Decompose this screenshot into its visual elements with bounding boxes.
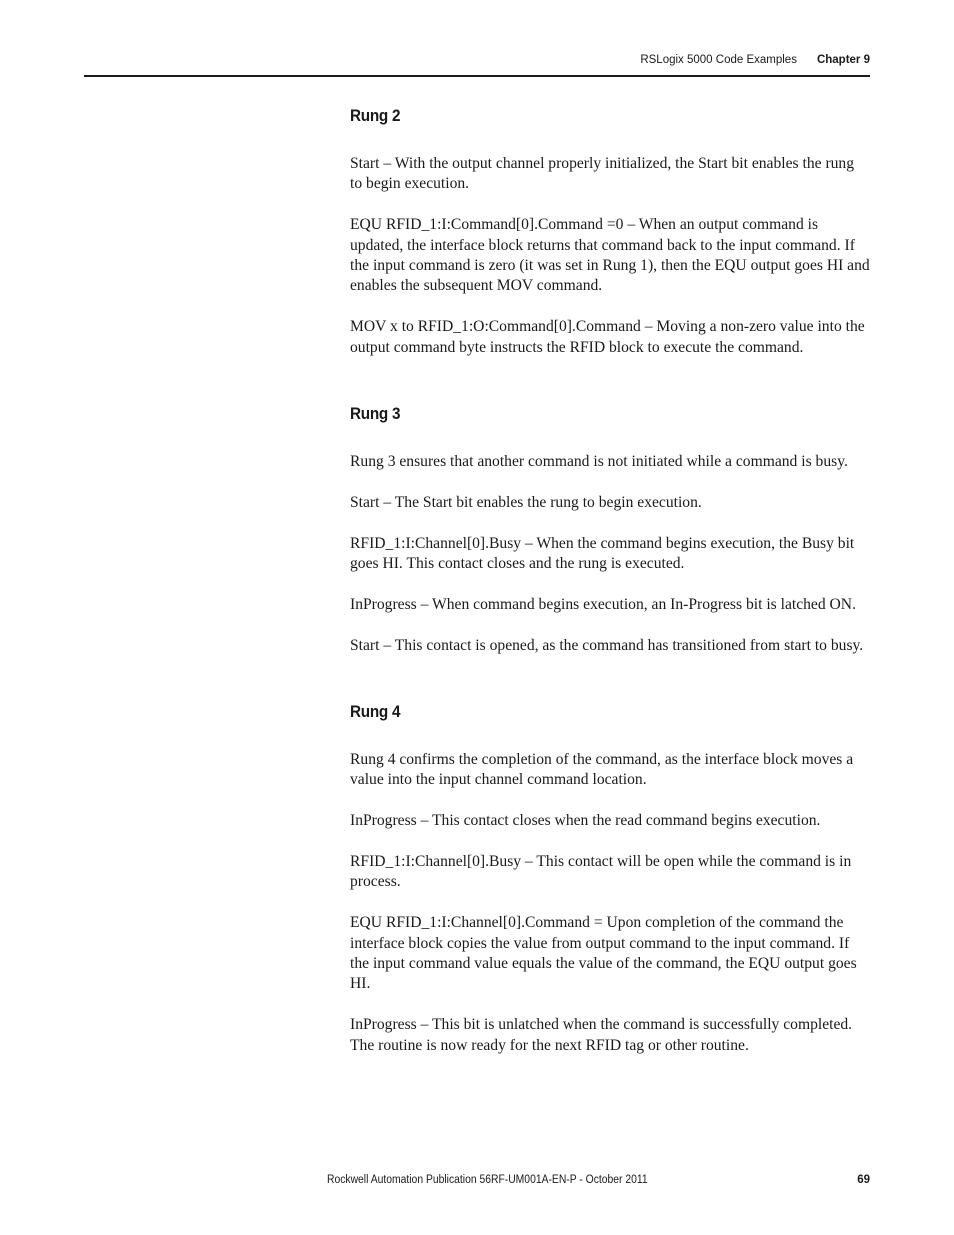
paragraph: Rung 3 ensures that another command is not initiated while a command is busy. xyxy=(350,453,848,471)
footer-publication: Rockwell Automation Publication 56RF-UM001A-EN-P - October 2011 xyxy=(327,1174,648,1186)
header-rule xyxy=(84,75,870,77)
header-chapter: Chapter 9 xyxy=(816,54,870,66)
section-heading: Rung 3 xyxy=(350,404,401,424)
paragraph: InProgress – This bit is unlatched when the command is successfully completed. The routine is now ready for the next RFID tag or other routine. xyxy=(350,1016,853,1054)
paragraph: MOV x to RFID_1:O:Command[0].Command – Moving a non-zero value into the output command byte instructs the RFID block to execute the command. xyxy=(350,318,865,356)
page-header xyxy=(84,52,870,68)
paragraph: RFID_1:I:Channel[0].Busy – This contact will be open while the command is in process. xyxy=(350,853,852,891)
paragraph: Start – With the output channel properly initialized, the Start bit enables the rung to begin execution. xyxy=(350,155,855,193)
paragraph: Rung 4 confirms the completion of the command, as the interface block moves a value into the input channel command location. xyxy=(350,751,854,789)
section-heading: Rung 2 xyxy=(350,106,401,125)
paragraph: RFID_1:I:Channel[0].Busy – When the command begins execution, the Busy bit goes HI. This contact closes and the rung is executed. xyxy=(350,534,855,573)
section-rung-2 xyxy=(350,106,870,358)
paragraph: InProgress – When command begins execution, an In-Progress bit is latched ON. xyxy=(350,595,856,613)
paragraph: Start – The Start bit enables the rung to begin execution. xyxy=(350,493,702,511)
paragraph: Start – This contact is opened, as the command has transitioned from start to busy. xyxy=(350,636,864,654)
section-rung-3 xyxy=(350,404,870,656)
paragraph: InProgress – This contact closes when the read command begins execution. xyxy=(350,812,821,830)
header-title: RSLogix 5000 Code Examples xyxy=(640,54,797,66)
section-heading: Rung 4 xyxy=(350,702,401,722)
page-content xyxy=(350,106,870,1076)
page-number: 69 xyxy=(857,1174,870,1186)
paragraph: EQU RFID_1:I:Channel[0].Command = Upon completion of the command the interface block copies the value from output command to the input command. If the input command value equals the value of the command, the EQU output goes HI. xyxy=(350,914,857,993)
section-rung-4 xyxy=(350,702,870,1056)
paragraph: EQU RFID_1:I:Command[0].Command =0 – When an output command is updated, the interface block returns that command back to the input command. If the input command is zero (it was set in Rung 1), then the EQU output goes HI and enables the subsequent MOV command. xyxy=(350,216,870,295)
